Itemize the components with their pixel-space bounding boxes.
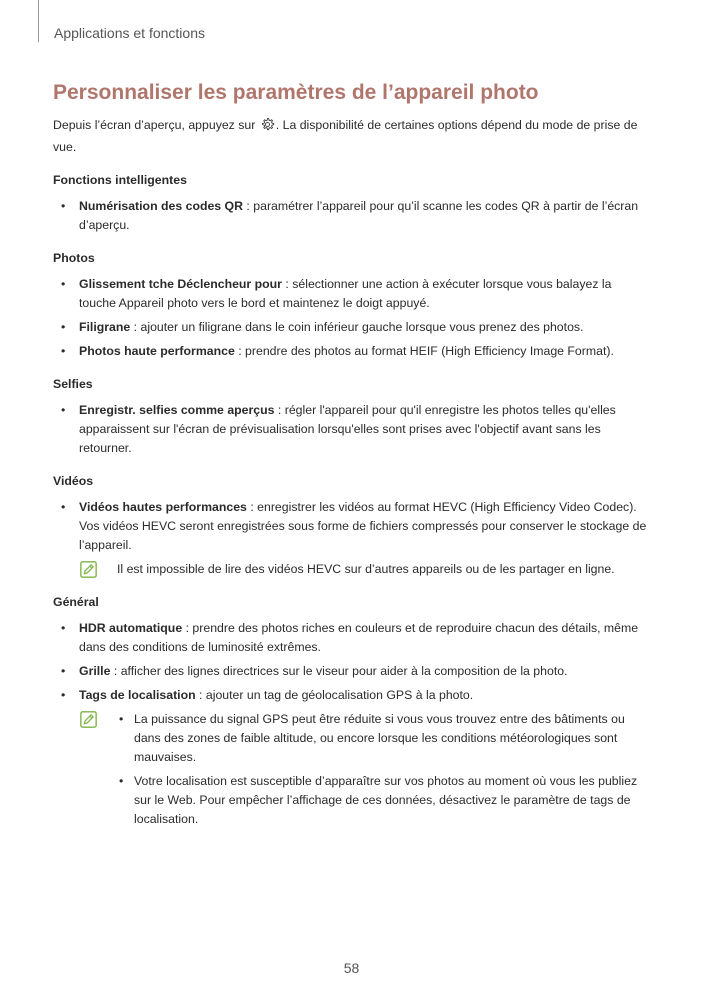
- section-title-smart: Fonctions intelligentes: [53, 173, 187, 187]
- main-content: [53, 116, 648, 834]
- bullet: •: [61, 277, 66, 291]
- videos-list: [53, 498, 648, 555]
- list-item: [53, 662, 648, 681]
- general-list: [53, 619, 648, 705]
- item-text: : afficher des lignes directrices sur le viseur pour aider à la composition de la photo.: [110, 664, 568, 678]
- note-list-item: [117, 710, 648, 767]
- item-term: Numérisation des codes QR: [79, 199, 244, 213]
- section-title-videos: Vidéos: [53, 474, 94, 488]
- note-pencil-icon: [80, 711, 97, 734]
- note-location: [53, 710, 648, 829]
- item-term: Glissement tche Déclencheur pour: [79, 277, 282, 291]
- item-text: : sélectionner une action à exécuter lorsque vous balayez la touche Appareil photo vers le bord et maintenez le doigt appuyé.: [79, 277, 612, 310]
- selfies-list: [53, 401, 648, 458]
- intro-paragraph: [53, 116, 648, 157]
- item-text: : ajouter un tag de géolocalisation GPS à la photo.: [195, 688, 474, 702]
- item-text: : ajouter un filigrane dans le coin inférieur gauche lorsque vous prenez des photos.: [130, 320, 584, 334]
- item-term: Vidéos hautes performances: [79, 500, 247, 514]
- page-title: Personnaliser les paramètres de l’appareil photo: [53, 81, 539, 104]
- note-list-item: [117, 772, 648, 829]
- item-text: : régler l'appareil pour qu'il enregistre les photos telles qu'elles apparaissent sur l'écran de prévisualisation lorsqu'elles sont prises avec l'objectif avant sans les retourner.: [79, 403, 616, 455]
- bullet: •: [61, 344, 66, 358]
- item-text: : prendre des photos au format HEIF (High Efficiency Image Format).: [234, 344, 614, 358]
- bullet: •: [119, 774, 124, 788]
- item-text: : paramétrer l’appareil pour qu’il scanne les codes QR à partir de l’écran d’aperçu.: [79, 199, 639, 232]
- item-term: HDR automatique: [79, 621, 183, 635]
- section-title-selfies: Selfies: [53, 377, 93, 391]
- item-term: Tags de localisation: [79, 688, 196, 702]
- page-number: 58: [343, 960, 360, 976]
- bullet: •: [61, 500, 66, 514]
- bullet: •: [61, 664, 66, 678]
- item-text: : enregistrer les vidéos au format HEVC (High Efficiency Video Codec). Vos vidéos HEVC seront enregistrées sous forme de fichiers compressés pour conserver le stockage de l’appareil.: [79, 500, 647, 552]
- section-title-photos: Photos: [53, 251, 95, 265]
- item-text: : prendre des photos riches en couleurs et de reproduire chacun des détails, même dans des conditions de luminosité extrêmes.: [79, 621, 639, 654]
- section-title-general: Général: [53, 595, 99, 609]
- item-term: Grille: [79, 664, 111, 678]
- list-item: [53, 275, 648, 313]
- list-item: [53, 498, 648, 555]
- page-header: Applications et fonctions: [54, 25, 205, 41]
- list-item: [53, 619, 648, 657]
- note-videos: [53, 560, 648, 579]
- list-item: [53, 686, 648, 705]
- intro-text-before: Depuis l’écran d’aperçu, appuyez sur: [53, 118, 256, 132]
- bullet: •: [61, 621, 66, 635]
- list-item: [53, 401, 648, 458]
- photos-list: [53, 275, 648, 361]
- bullet: •: [119, 712, 124, 726]
- note-pencil-icon: [80, 561, 97, 584]
- item-term: Photos haute performance: [79, 344, 235, 358]
- note-text: La puissance du signal GPS peut être réduite si vous vous trouvez entre des bâtiments ou dans des zones de faible altitude, ou encore lorsque les conditions météorologiques sont mauvaises.: [134, 712, 625, 764]
- settings-gear-icon: [260, 117, 275, 138]
- note-list: [117, 710, 648, 829]
- bullet: •: [61, 199, 66, 213]
- list-item: [53, 342, 648, 361]
- bullet: •: [61, 320, 66, 334]
- list-item: [53, 318, 648, 337]
- intro-text-after: . La disponibilité de certaines options dépend du mode de prise de vue.: [53, 118, 638, 154]
- bullet: •: [61, 688, 66, 702]
- header-divider: [38, 0, 39, 42]
- bullet: •: [61, 403, 66, 417]
- item-term: Filigrane: [79, 320, 131, 334]
- note-text: Il est impossible de lire des vidéos HEVC sur d’autres appareils ou de les partager en ligne.: [117, 562, 615, 576]
- list-item: [53, 197, 648, 235]
- item-term: Enregistr. selfies comme aperçus: [79, 403, 275, 417]
- note-text: Votre localisation est susceptible d’apparaître sur vos photos au moment où vous les publiez sur le Web. Pour empêcher l’affichage de ces données, désactivez le paramètre de tags de localisation.: [134, 774, 638, 826]
- smart-list: [53, 197, 648, 235]
